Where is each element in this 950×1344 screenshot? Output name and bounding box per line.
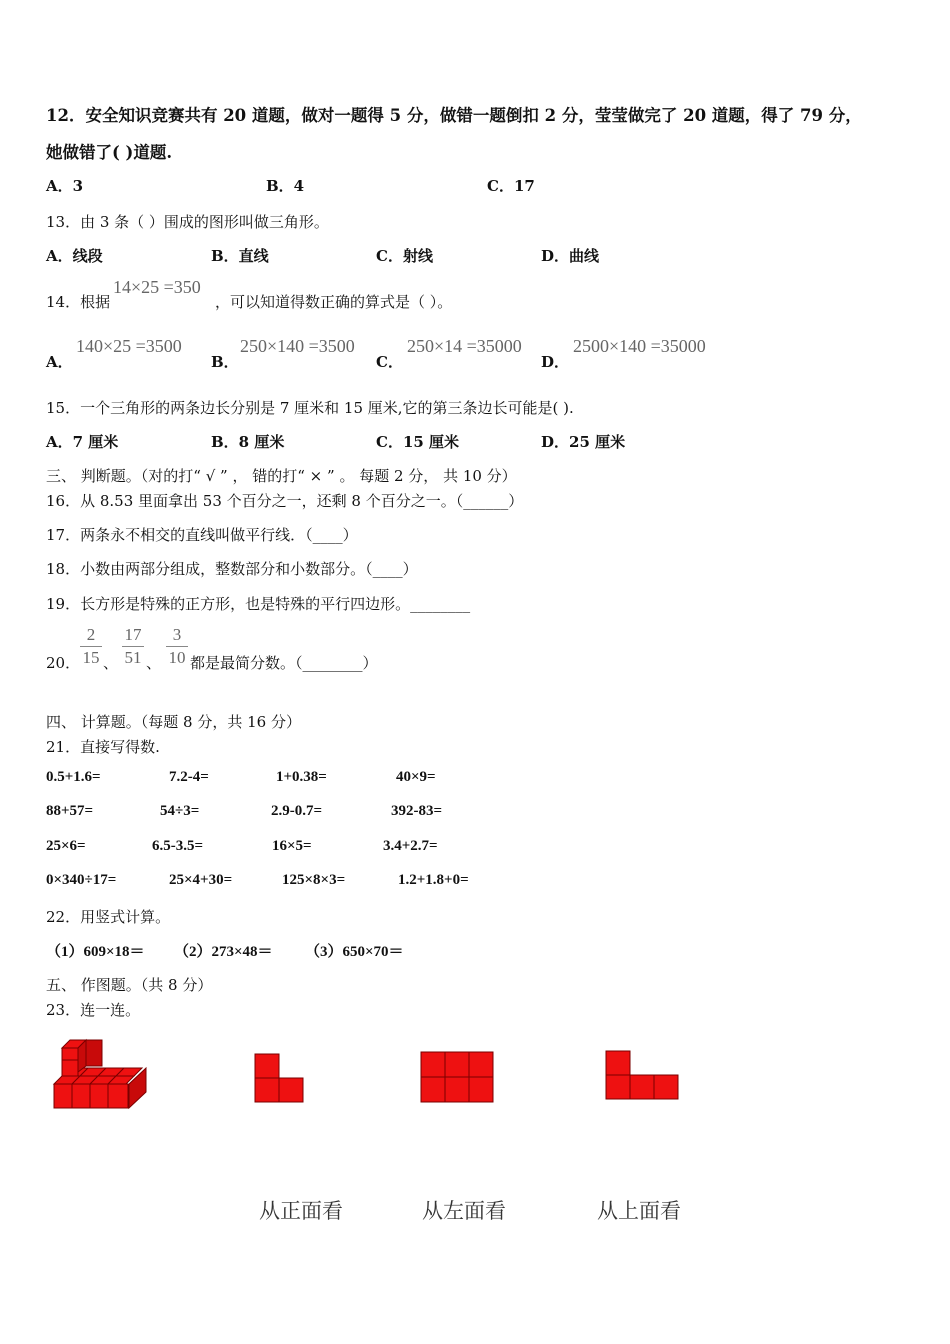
q14-option-b-formula: 250×140 =3500 (240, 336, 355, 356)
view-label-front: 从正面看 (259, 1199, 343, 1223)
q14-option-d-formula: 2500×140 =35000 (573, 336, 706, 356)
q21-r3-c3: 16×5= (272, 838, 312, 854)
q21-r1-c4: 40×9= (396, 769, 436, 785)
q21-r3-c1: 25×6= (46, 838, 86, 854)
q21-r2-c2: 54÷3= (160, 803, 200, 819)
view-label-left: 从左面看 (422, 1199, 506, 1223)
q17: 17．两条永不相交的直线叫做平行线．（____） (46, 526, 358, 544)
fraction-bar (166, 646, 188, 647)
q15-option-b: B．8 厘米 (211, 433, 285, 451)
section4-heading: 四、 计算题。（每题 8 分，共 16 分） (46, 713, 301, 731)
q14-option-c-formula: 250×14 =35000 (407, 336, 522, 356)
fraction-numerator: 2 (86, 625, 96, 644)
q21-r4-c3: 125×8×3= (282, 872, 346, 888)
view-label-top: 从上面看 (597, 1199, 681, 1223)
q12-stem-line2: 她做错了( )道题. (46, 143, 173, 162)
q21-r4-c2: 25×4+30= (169, 872, 233, 888)
q14-option-a-letter: A． (46, 353, 73, 371)
cube-stack-3d-figure (50, 1036, 154, 1112)
q12-option-b: B．4 (266, 177, 305, 195)
q15-option-c: C．15 厘米 (376, 433, 460, 451)
q13-stem: 13．由 3 条（ ）围成的图形叫做三角形。 (46, 213, 329, 231)
q14-option-d-letter: D． (541, 353, 570, 371)
q15-option-d: D．25 厘米 (541, 433, 626, 451)
q14-option-b-letter: B． (211, 353, 239, 371)
q21-r2-c4: 392-83= (391, 803, 443, 819)
q20-fraction-2 (122, 625, 144, 668)
section5-heading: 五、 作图题。（共 8 分） (46, 976, 213, 994)
q14-option-a-formula: 140×25 =3500 (76, 336, 182, 356)
q15-stem: 15．一个三角形的两条边长分别是 7 厘米和 15 厘米,它的第三条边长可能是( ). (46, 399, 574, 417)
fraction-bar (122, 646, 144, 647)
q20-separator-2: 、 (146, 654, 162, 672)
q15-option-a: A．7 厘米 (46, 433, 119, 451)
q13-option-a: A．线段 (46, 247, 103, 265)
section3-heading: 三、 判断题。（对的打“ √ ” ， 错的打“ × ” 。 每题 2 分， 共 10 分） (46, 467, 517, 485)
view-shape-grid-3x2 (420, 1051, 495, 1104)
q21-r3-c4: 3.4+2.7= (383, 838, 438, 854)
view-shape-l-long (605, 1050, 681, 1102)
fraction-denominator: 15 (82, 648, 100, 667)
q21-r2-c1: 88+57= (46, 803, 94, 819)
q13-option-b: B．直线 (211, 247, 269, 265)
q16: 16．从 8.53 里面拿出 53 个百分之一，还剩 8 个百分之一。（______） (46, 492, 524, 510)
q21-r4-c4: 1.2+1.8+0= (398, 872, 469, 888)
q21-r1-c3: 1+0.38= (276, 769, 327, 785)
q21-r4-c1: 0×340÷17= (46, 872, 117, 888)
fraction-denominator: 10 (168, 648, 186, 667)
q20-fraction-1 (80, 625, 102, 668)
fraction-bar (80, 646, 102, 647)
q14-stem-suffix: ，可以知道得数正确的算式是（ ）。 (215, 293, 453, 311)
q12-option-c: C．17 (487, 177, 535, 195)
q20-prefix: 20． (46, 654, 81, 672)
q21-stem: 21．直接写得数. (46, 738, 160, 756)
q12-option-a: A．3 (46, 177, 84, 195)
q13-option-d: D．曲线 (541, 247, 600, 265)
fraction-denominator: 51 (124, 648, 142, 667)
q22-item-3: （3）650×70＝ (305, 944, 404, 960)
q21-r1-c1: 0.5+1.6= (46, 769, 101, 785)
view-shape-l-small (254, 1053, 306, 1105)
q21-r1-c2: 7.2-4= (169, 769, 209, 785)
q21-r3-c2: 6.5-3.5= (152, 838, 204, 854)
q19: 19．长方形是特殊的正方形，也是特殊的平行四边形。________ (46, 595, 471, 613)
q20-separator-1: 、 (103, 654, 119, 672)
q21-r2-c3: 2.9-0.7= (271, 803, 323, 819)
q14-option-c-letter: C． (376, 353, 403, 371)
q20-suffix: 都是最简分数。（________） (190, 654, 378, 672)
q22-stem: 22．用竖式计算。 (46, 908, 171, 926)
fraction-numerator: 17 (124, 625, 142, 644)
q13-option-c: C．射线 (376, 247, 433, 265)
q12-stem-line1: 12．安全知识竞赛共有 20 道题，做对一题得 5 分，做错一题倒扣 2 分，莹莹做完了 20 道题，得了 79 分， (46, 106, 862, 125)
q14-stem-prefix: 14．根据 (46, 293, 111, 311)
q18: 18．小数由两部分组成，整数部分和小数部分。（____） (46, 560, 418, 578)
fraction-numerator: 3 (172, 625, 182, 644)
q22-item-2: （2）273×48＝ (174, 944, 273, 960)
q22-item-1: （1）609×18＝ (46, 944, 145, 960)
q23-stem: 23．连一连。 (46, 1001, 141, 1019)
q20-fraction-3 (166, 625, 188, 668)
q14-given-formula: 14×25 =350 (113, 277, 201, 297)
